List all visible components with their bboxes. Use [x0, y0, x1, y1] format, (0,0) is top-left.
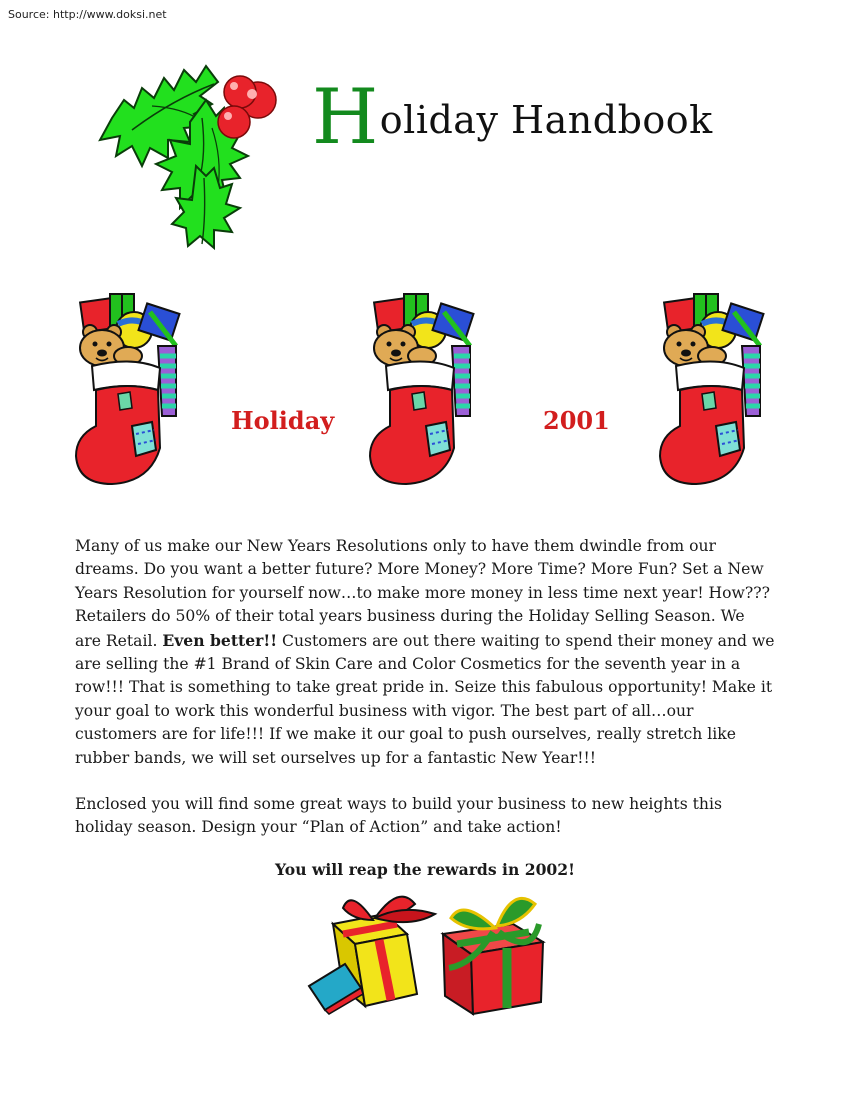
stocking-icon	[366, 286, 488, 488]
intro-paragraph	[75, 535, 775, 770]
banner-right-label: 2001	[543, 406, 610, 435]
enclosed-paragraph: Enclosed you will find some great ways to build your business to new heights this holiday season. Design your “Plan of Action” and take action!	[75, 795, 722, 837]
stocking-icon	[72, 286, 194, 488]
yellow-gift-icon	[309, 897, 435, 1014]
page-title	[312, 72, 713, 161]
closing-line: You will reap the rewards in 2002!	[275, 860, 575, 879]
intro-emphasis: Even better!!	[162, 630, 278, 650]
title-rest: oliday Handbook	[379, 98, 713, 142]
intro-text-start: Many of us make our New Years Resolutions only to have them dwindle from our dreams. Do you want a better future? More Money? More Time? More Fun? Set a New Years Resolution for yourself now…to make more money in less time next year! How??? Retailers do 50% of their total years business during the Holiday Selling Season. We are Retail.	[75, 537, 770, 650]
stocking-icon	[656, 286, 778, 488]
gift-boxes-icon	[303, 884, 547, 1018]
intro-text-end: Customers are out there waiting to spend their money and we are selling the #1 Brand of Skin Care and Color Cosmetics for the seventh year in a row!!! That is something to take great pride in. Seize this fabulous opportunity! Make it your goal to work this wonderful business with vigor. The best part of all…our customers are for life!!! If we make it our goal to push ourselves, really stretch like rubber bands, we will set ourselves up for a fantastic New Year!!!	[75, 631, 775, 767]
stocking-graphic	[370, 294, 473, 484]
red-gift-icon	[443, 898, 543, 1014]
banner-left-label: Holiday	[231, 406, 335, 435]
source-credit: Source: http://www.doksi.net	[8, 8, 167, 21]
title-initial: H	[312, 72, 379, 161]
stocking-graphic	[76, 294, 179, 484]
body-text	[75, 535, 775, 840]
holly-icon	[72, 48, 282, 253]
stocking-graphic	[660, 294, 763, 484]
